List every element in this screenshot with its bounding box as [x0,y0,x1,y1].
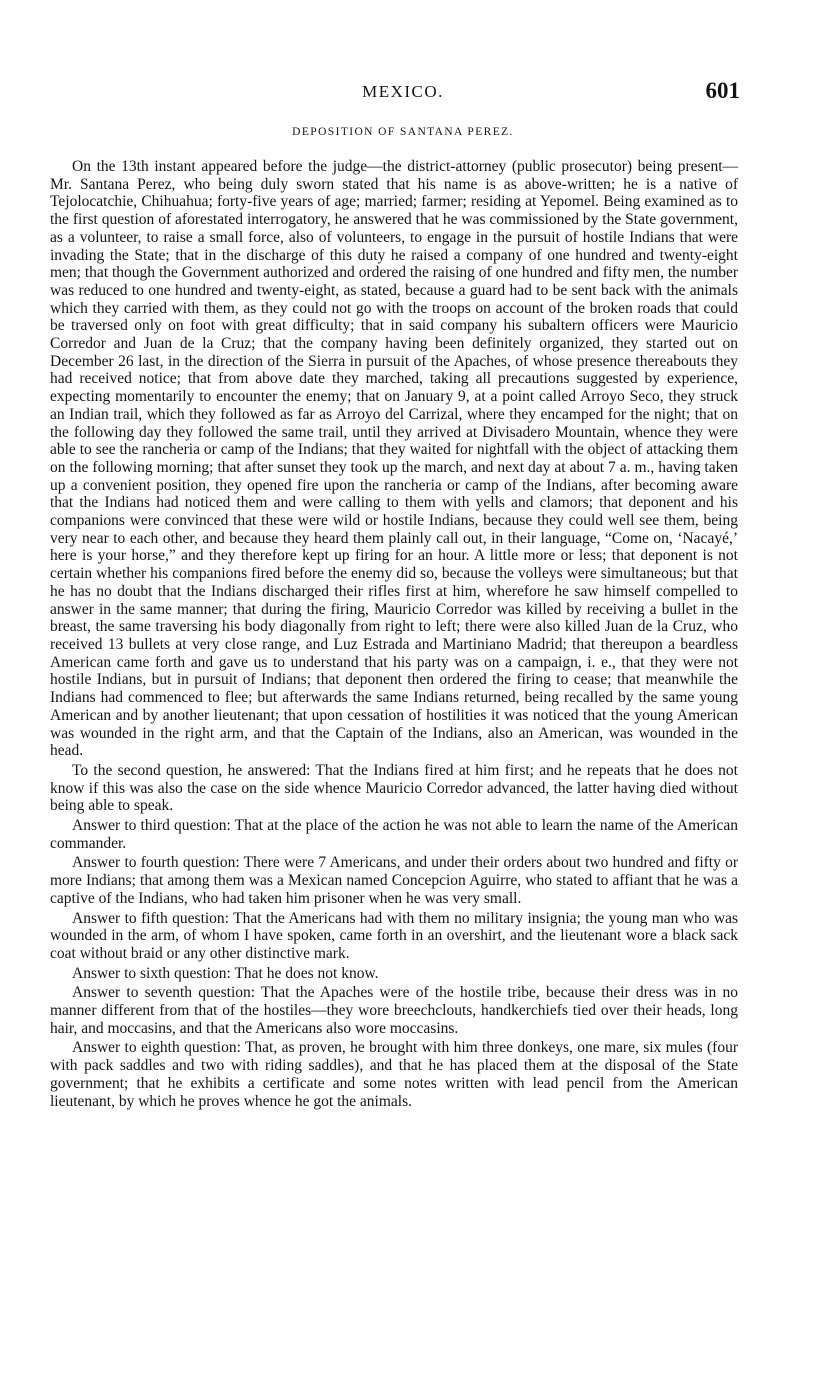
paragraph-sixth-question: Answer to sixth question: That he does not know. [72,964,379,982]
paragraph-seventh-question: Answer to seventh question: That the Apaches were of the hostile tribe, because their dress was in no manner different from that of the hostiles—they wore breechclouts, handkerchiefs tied over their heads, long hair, and moccasins, and that the Americans also wore moccasins. [50,984,738,1037]
paragraph-third-question: Answer to third question: That at the place of the action he was not able to learn the name of the American commander. [50,817,738,852]
paragraph-eighth-question: Answer to eighth question: That, as proven, he brought with him three donkeys, one mare, six mules (four with pack saddles and two with riding saddles), and that he has placed them at the disposal of the State government; that he exhibits a certificate and some notes written with lead pencil from the American lieutenant, by which he proves whence he got the animals. [50,1039,738,1110]
running-title: MEXICO. [362,82,444,101]
running-head [66,78,740,106]
body-text [50,158,738,1112]
paragraph-opening-statement: On the 13th instant appeared before the judge—the district-attorney (public prosecutor) being present—Mr. Santana Perez, who being duly sworn stated that his name is as above-written; he is a native of Tejolocatchie, Chihuahua; forty-five years of age; married; farmer; residing at Yepomel. Being examined as to the first question of aforestated interrogatory, he answered that he was commissioned by the State government, as a volunteer, to raise a small force, also of volunteers, to engage in the pursuit of hostile Indians that were invading the State; that in the discharge of this duty he raised a company of one hundred and twenty-eight men; that though the Government authorized and ordered the raising of one hundred and fifty men, the number was reduced to one hundred and twenty-eight, as stated, because a guard had to be sent back with the animals which they carried with them, as they could not go with the troops on account of the broken roads that could be traversed only on foot with great difficulty; that in said company his subaltern officers were Mauricio Corredor and Juan de la Cruz; that the company having been definitely organized, they started out on December 26 last, in the direction of the Sierra in pursuit of the Apaches, of whose presence thereabouts they had received notice; that from above date they marched, taking all precautions suggested by experience, expecting momentarily to encounter the enemy; that on January 9, at a point called Arroyo Seco, they struck an Indian trail, which they followed as far as Arroyo del Carrizal, where they encamped for the night; that on the following day they followed the same trail, until they arrived at Divisadero Mountain, whence they were able to see the rancheria or camp of the Indians; that they waited for nightfall with the object of attacking them on the following morning; that after sunset they took up the march, and next day at about 7 a. m., having taken up a convenient position, they opened fire upon the rancheria or camp of the Indians, after becoming aware that the Indians had noticed them and were calling to them with yells and clamors; that deponent and his companions were convinced that these were wild or hostile Indians, because they could well see them, being very near to each other, and because they heard them plainly call out, in their language, “Come on, ‘Nacayé,’ here is your horse,” and they therefore kept up firing for an hour. A little more or less; that deponent is not certain whether his companions fired before the enemy did so, because the volleys were simultaneous; but that he has no doubt that the Indians discharged their rifles first at him, wherefore he saw himself compelled to answer in the same manner; that during the firing, Mauricio Corredor was killed by receiving a bullet in the breast, the same traversing his body diagonally from right to left; there were also killed Juan de la Cruz, who received 13 bullets at very close range, and Luz Estrada and Martiniano Madrid; that thereupon a beardless American came forth and gave us to understand that his party was on a campaign, i. e., that they were not hostile Indians, but in pursuit of Indians; that deponent then ordered the firing to cease; that meanwhile the Indians had commenced to flee; but afterwards the same Indians returned, being recalled by the same young American and by another lieutenant; that upon cessation of hostilities it was noticed that the young American was wounded in the right arm, and that the Captain of the Indians, also an American, was wounded in the head. [50,158,738,760]
paragraph-fifth-question: Answer to fifth question: That the Americans had with them no military insignia; the young man who was wounded in the arm, of whom I have spoken, came forth in an overshirt, and the lieutenant wore a black sack coat without braid or any other distinctive mark. [50,909,738,962]
section-title: DEPOSITION OF SANTANA PEREZ. [292,126,514,138]
paragraph-second-question: To the second question, he answered: That the Indians fired at him first; and he repeats that he does not know if this was also the case on the side whence Mauricio Corredor advanced, the latter having died without being able to speak. [50,761,738,815]
paragraph-fourth-question: Answer to fourth question: There were 7 Americans, and under their orders about two hundred and fifty or more Indians; that among them was a Mexican named Concepcion Aguirre, who stated to affiant that he was a captive of the Indians, who had taken him prisoner when he was very small. [50,854,738,907]
page-number: 601 [705,78,740,103]
